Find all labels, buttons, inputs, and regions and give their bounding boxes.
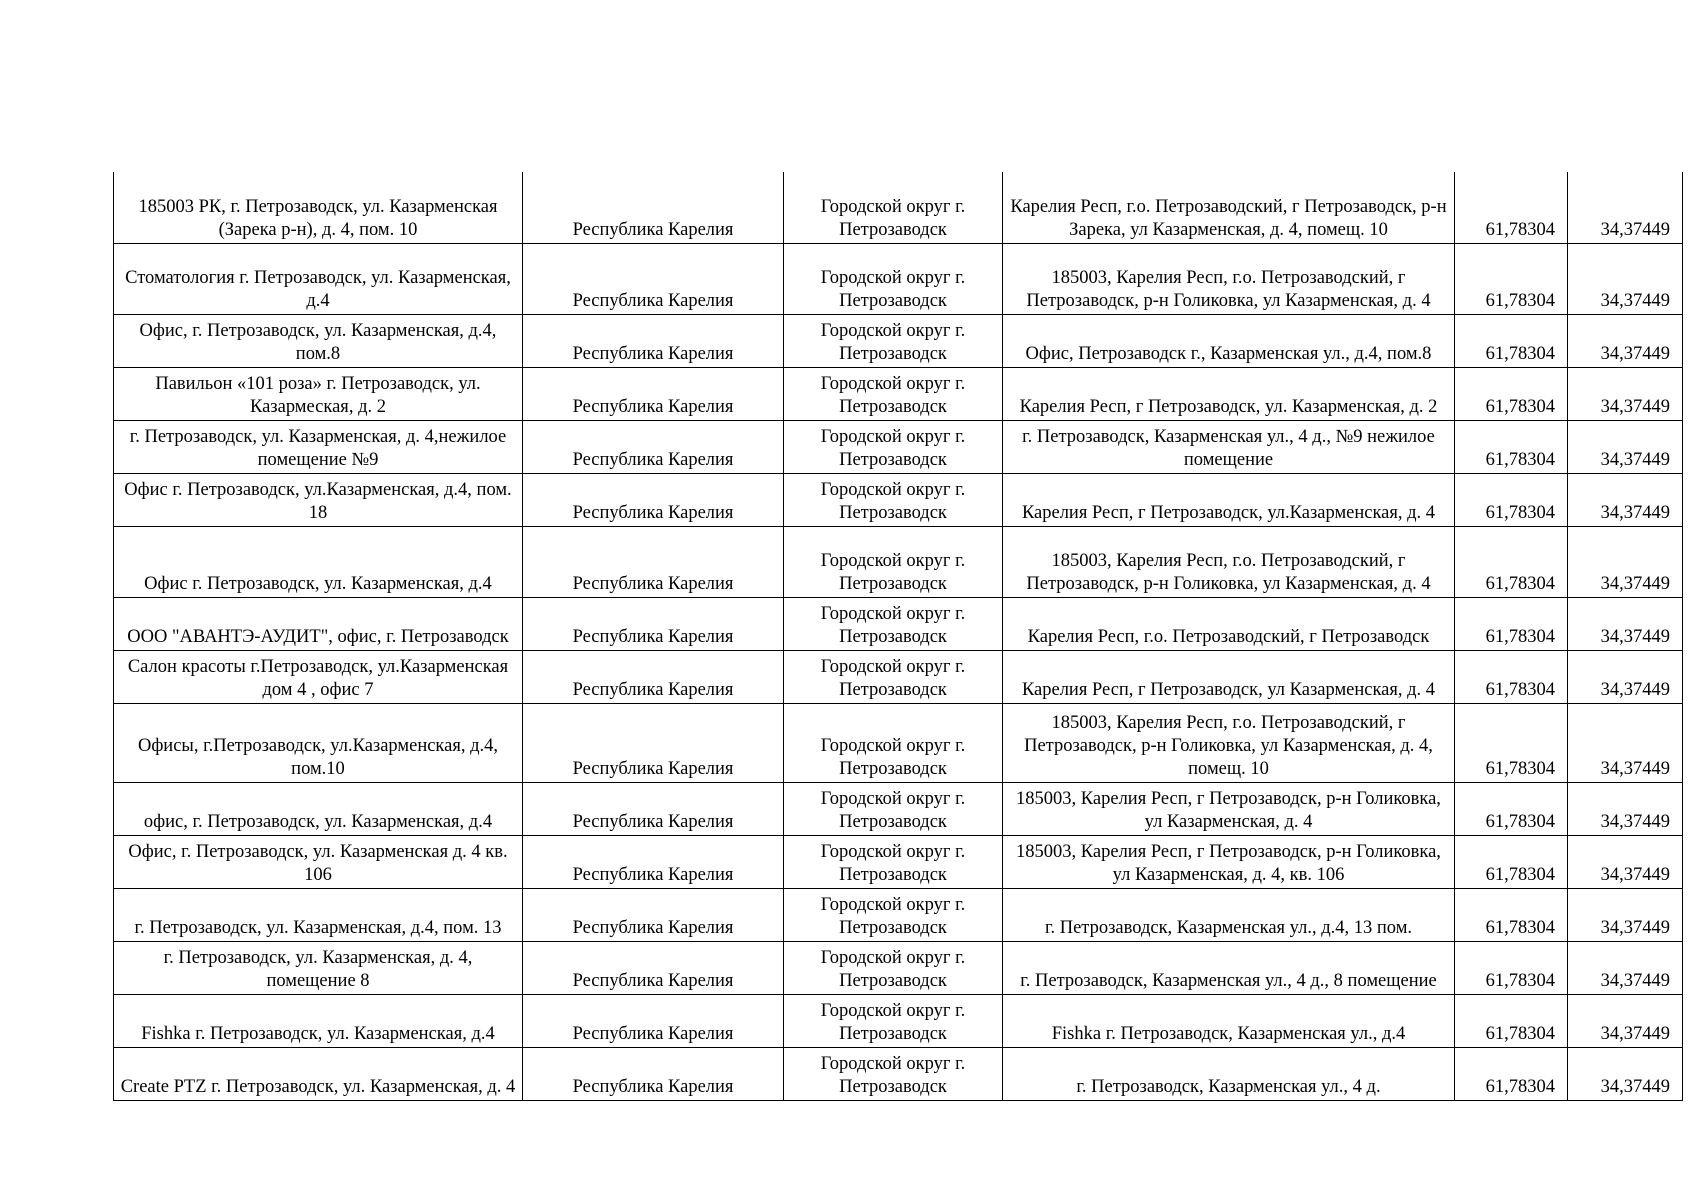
address-cell: Карелия Респ, г Петрозаводск, ул. Казарменская, д. 2: [1003, 367, 1455, 420]
latitude-cell: 61,78304: [1455, 172, 1568, 243]
table-row: [114, 597, 1683, 650]
address-cell: 185003, Карелия Респ, г Петрозаводск, р-н Голиковка, ул Казарменская, д. 4: [1003, 782, 1455, 835]
region-cell: Республика Карелия: [523, 526, 784, 597]
object-name-cell: Салон красоты г.Петрозаводск, ул.Казарменская дом 4 , офис 7: [114, 650, 523, 703]
table-row: [114, 650, 1683, 703]
object-name-cell: Офисы, г.Петрозаводск, ул.Казарменская, д.4, пом.10: [114, 703, 523, 782]
municipality-cell: Городской округ г. Петрозаводск: [784, 314, 1003, 367]
object-name-cell: 185003 РК, г. Петрозаводск, ул. Казарменская (Зарека р-н), д. 4, пом. 10: [114, 172, 523, 243]
longitude-cell: 34,37449: [1568, 1047, 1683, 1100]
latitude-cell: 61,78304: [1455, 888, 1568, 941]
municipality-cell: Городской округ г. Петрозаводск: [784, 650, 1003, 703]
longitude-cell: 34,37449: [1568, 888, 1683, 941]
municipality-cell: Городской округ г. Петрозаводск: [784, 367, 1003, 420]
latitude-cell: 61,78304: [1455, 314, 1568, 367]
address-cell: Fishka г. Петрозаводск, Казарменская ул., д.4: [1003, 994, 1455, 1047]
object-name-cell: Create PTZ г. Петрозаводск, ул. Казарменская, д. 4: [114, 1047, 523, 1100]
longitude-cell: 34,37449: [1568, 243, 1683, 314]
municipality-cell: Городской округ г. Петрозаводск: [784, 941, 1003, 994]
longitude-cell: 34,37449: [1568, 367, 1683, 420]
latitude-cell: 61,78304: [1455, 526, 1568, 597]
latitude-cell: 61,78304: [1455, 367, 1568, 420]
region-cell: Республика Карелия: [523, 941, 784, 994]
address-cell: 185003, Карелия Респ, г.о. Петрозаводский, г Петрозаводск, р-н Голиковка, ул Казарменская, д. 4, помещ. 10: [1003, 703, 1455, 782]
longitude-cell: 34,37449: [1568, 473, 1683, 526]
municipality-cell: Городской округ г. Петрозаводск: [784, 1047, 1003, 1100]
latitude-cell: 61,78304: [1455, 243, 1568, 314]
latitude-cell: 61,78304: [1455, 1047, 1568, 1100]
address-cell: г. Петрозаводск, Казарменская ул., 4 д.: [1003, 1047, 1455, 1100]
address-table-body: [114, 172, 1683, 1100]
municipality-cell: Городской округ г. Петрозаводск: [784, 835, 1003, 888]
municipality-cell: Городской округ г. Петрозаводск: [784, 473, 1003, 526]
address-cell: г. Петрозаводск, Казарменская ул., д.4, 13 пом.: [1003, 888, 1455, 941]
longitude-cell: 34,37449: [1568, 650, 1683, 703]
longitude-cell: 34,37449: [1568, 703, 1683, 782]
object-name-cell: Офис, г. Петрозаводск, ул. Казарменская д. 4 кв. 106: [114, 835, 523, 888]
longitude-cell: 34,37449: [1568, 172, 1683, 243]
region-cell: Республика Карелия: [523, 888, 784, 941]
longitude-cell: 34,37449: [1568, 526, 1683, 597]
latitude-cell: 61,78304: [1455, 650, 1568, 703]
table-row: [114, 420, 1683, 473]
table-row: [114, 473, 1683, 526]
address-cell: 185003, Карелия Респ, г.о. Петрозаводский, г Петрозаводск, р-н Голиковка, ул Казарменская, д. 4: [1003, 526, 1455, 597]
object-name-cell: офис, г. Петрозаводск, ул. Казарменская, д.4: [114, 782, 523, 835]
object-name-cell: г. Петрозаводск, ул. Казарменская, д. 4,нежилое помещение №9: [114, 420, 523, 473]
municipality-cell: Городской округ г. Петрозаводск: [784, 994, 1003, 1047]
table-row: [114, 994, 1683, 1047]
longitude-cell: 34,37449: [1568, 314, 1683, 367]
region-cell: Республика Карелия: [523, 473, 784, 526]
object-name-cell: г. Петрозаводск, ул. Казарменская, д.4, пом. 13: [114, 888, 523, 941]
object-name-cell: Fishka г. Петрозаводск, ул. Казарменская, д.4: [114, 994, 523, 1047]
table-row: [114, 782, 1683, 835]
table-row: [114, 703, 1683, 782]
region-cell: Республика Карелия: [523, 314, 784, 367]
object-name-cell: Офис, г. Петрозаводск, ул. Казарменская, д.4, пом.8: [114, 314, 523, 367]
longitude-cell: 34,37449: [1568, 994, 1683, 1047]
region-cell: Республика Карелия: [523, 243, 784, 314]
latitude-cell: 61,78304: [1455, 994, 1568, 1047]
latitude-cell: 61,78304: [1455, 703, 1568, 782]
longitude-cell: 34,37449: [1568, 941, 1683, 994]
municipality-cell: Городской округ г. Петрозаводск: [784, 172, 1003, 243]
region-cell: Республика Карелия: [523, 703, 784, 782]
address-cell: 185003, Карелия Респ, г.о. Петрозаводский, г Петрозаводск, р-н Голиковка, ул Казарменская, д. 4: [1003, 243, 1455, 314]
address-cell: Офис, Петрозаводск г., Казарменская ул., д.4, пом.8: [1003, 314, 1455, 367]
address-cell: Карелия Респ, г.о. Петрозаводский, г Петрозаводск, р-н Зарека, ул Казарменская, д. 4, помещ. 10: [1003, 172, 1455, 243]
table-row: [114, 835, 1683, 888]
latitude-cell: 61,78304: [1455, 941, 1568, 994]
municipality-cell: Городской округ г. Петрозаводск: [784, 703, 1003, 782]
address-table: [113, 172, 1683, 1101]
address-cell: Карелия Респ, г Петрозаводск, ул Казарменская, д. 4: [1003, 650, 1455, 703]
object-name-cell: Офис г. Петрозаводск, ул. Казарменская, д.4: [114, 526, 523, 597]
table-row: [114, 367, 1683, 420]
address-cell: г. Петрозаводск, Казарменская ул., 4 д., 8 помещение: [1003, 941, 1455, 994]
object-name-cell: г. Петрозаводск, ул. Казарменская, д. 4, помещение 8: [114, 941, 523, 994]
address-cell: Карелия Респ, г.о. Петрозаводский, г Петрозаводск: [1003, 597, 1455, 650]
latitude-cell: 61,78304: [1455, 420, 1568, 473]
table-row: [114, 314, 1683, 367]
longitude-cell: 34,37449: [1568, 597, 1683, 650]
object-name-cell: Павильон «101 роза» г. Петрозаводск, ул. Казармеская, д. 2: [114, 367, 523, 420]
object-name-cell: Офис г. Петрозаводск, ул.Казарменская, д.4, пом. 18: [114, 473, 523, 526]
longitude-cell: 34,37449: [1568, 420, 1683, 473]
municipality-cell: Городской округ г. Петрозаводск: [784, 526, 1003, 597]
object-name-cell: ООО "АВАНТЭ-АУДИТ", офис, г. Петрозаводск: [114, 597, 523, 650]
region-cell: Республика Карелия: [523, 172, 784, 243]
latitude-cell: 61,78304: [1455, 835, 1568, 888]
municipality-cell: Городской округ г. Петрозаводск: [784, 243, 1003, 314]
address-cell: г. Петрозаводск, Казарменская ул., 4 д., №9 нежилое помещение: [1003, 420, 1455, 473]
object-name-cell: Стоматология г. Петрозаводск, ул. Казарменская, д.4: [114, 243, 523, 314]
latitude-cell: 61,78304: [1455, 782, 1568, 835]
region-cell: Республика Карелия: [523, 650, 784, 703]
longitude-cell: 34,37449: [1568, 835, 1683, 888]
latitude-cell: 61,78304: [1455, 597, 1568, 650]
region-cell: Республика Карелия: [523, 420, 784, 473]
table-row: [114, 1047, 1683, 1100]
region-cell: Республика Карелия: [523, 994, 784, 1047]
table-row: [114, 243, 1683, 314]
municipality-cell: Городской округ г. Петрозаводск: [784, 597, 1003, 650]
longitude-cell: 34,37449: [1568, 782, 1683, 835]
table-row: [114, 172, 1683, 243]
region-cell: Республика Карелия: [523, 367, 784, 420]
address-cell: 185003, Карелия Респ, г Петрозаводск, р-н Голиковка, ул Казарменская, д. 4, кв. 106: [1003, 835, 1455, 888]
document-sheet: [113, 172, 1682, 1101]
latitude-cell: 61,78304: [1455, 473, 1568, 526]
address-cell: Карелия Респ, г Петрозаводск, ул.Казарменская, д. 4: [1003, 473, 1455, 526]
region-cell: Республика Карелия: [523, 597, 784, 650]
municipality-cell: Городской округ г. Петрозаводск: [784, 420, 1003, 473]
region-cell: Республика Карелия: [523, 782, 784, 835]
table-row: [114, 888, 1683, 941]
region-cell: Республика Карелия: [523, 835, 784, 888]
region-cell: Республика Карелия: [523, 1047, 784, 1100]
municipality-cell: Городской округ г. Петрозаводск: [784, 888, 1003, 941]
table-row: [114, 526, 1683, 597]
table-row: [114, 941, 1683, 994]
municipality-cell: Городской округ г. Петрозаводск: [784, 782, 1003, 835]
